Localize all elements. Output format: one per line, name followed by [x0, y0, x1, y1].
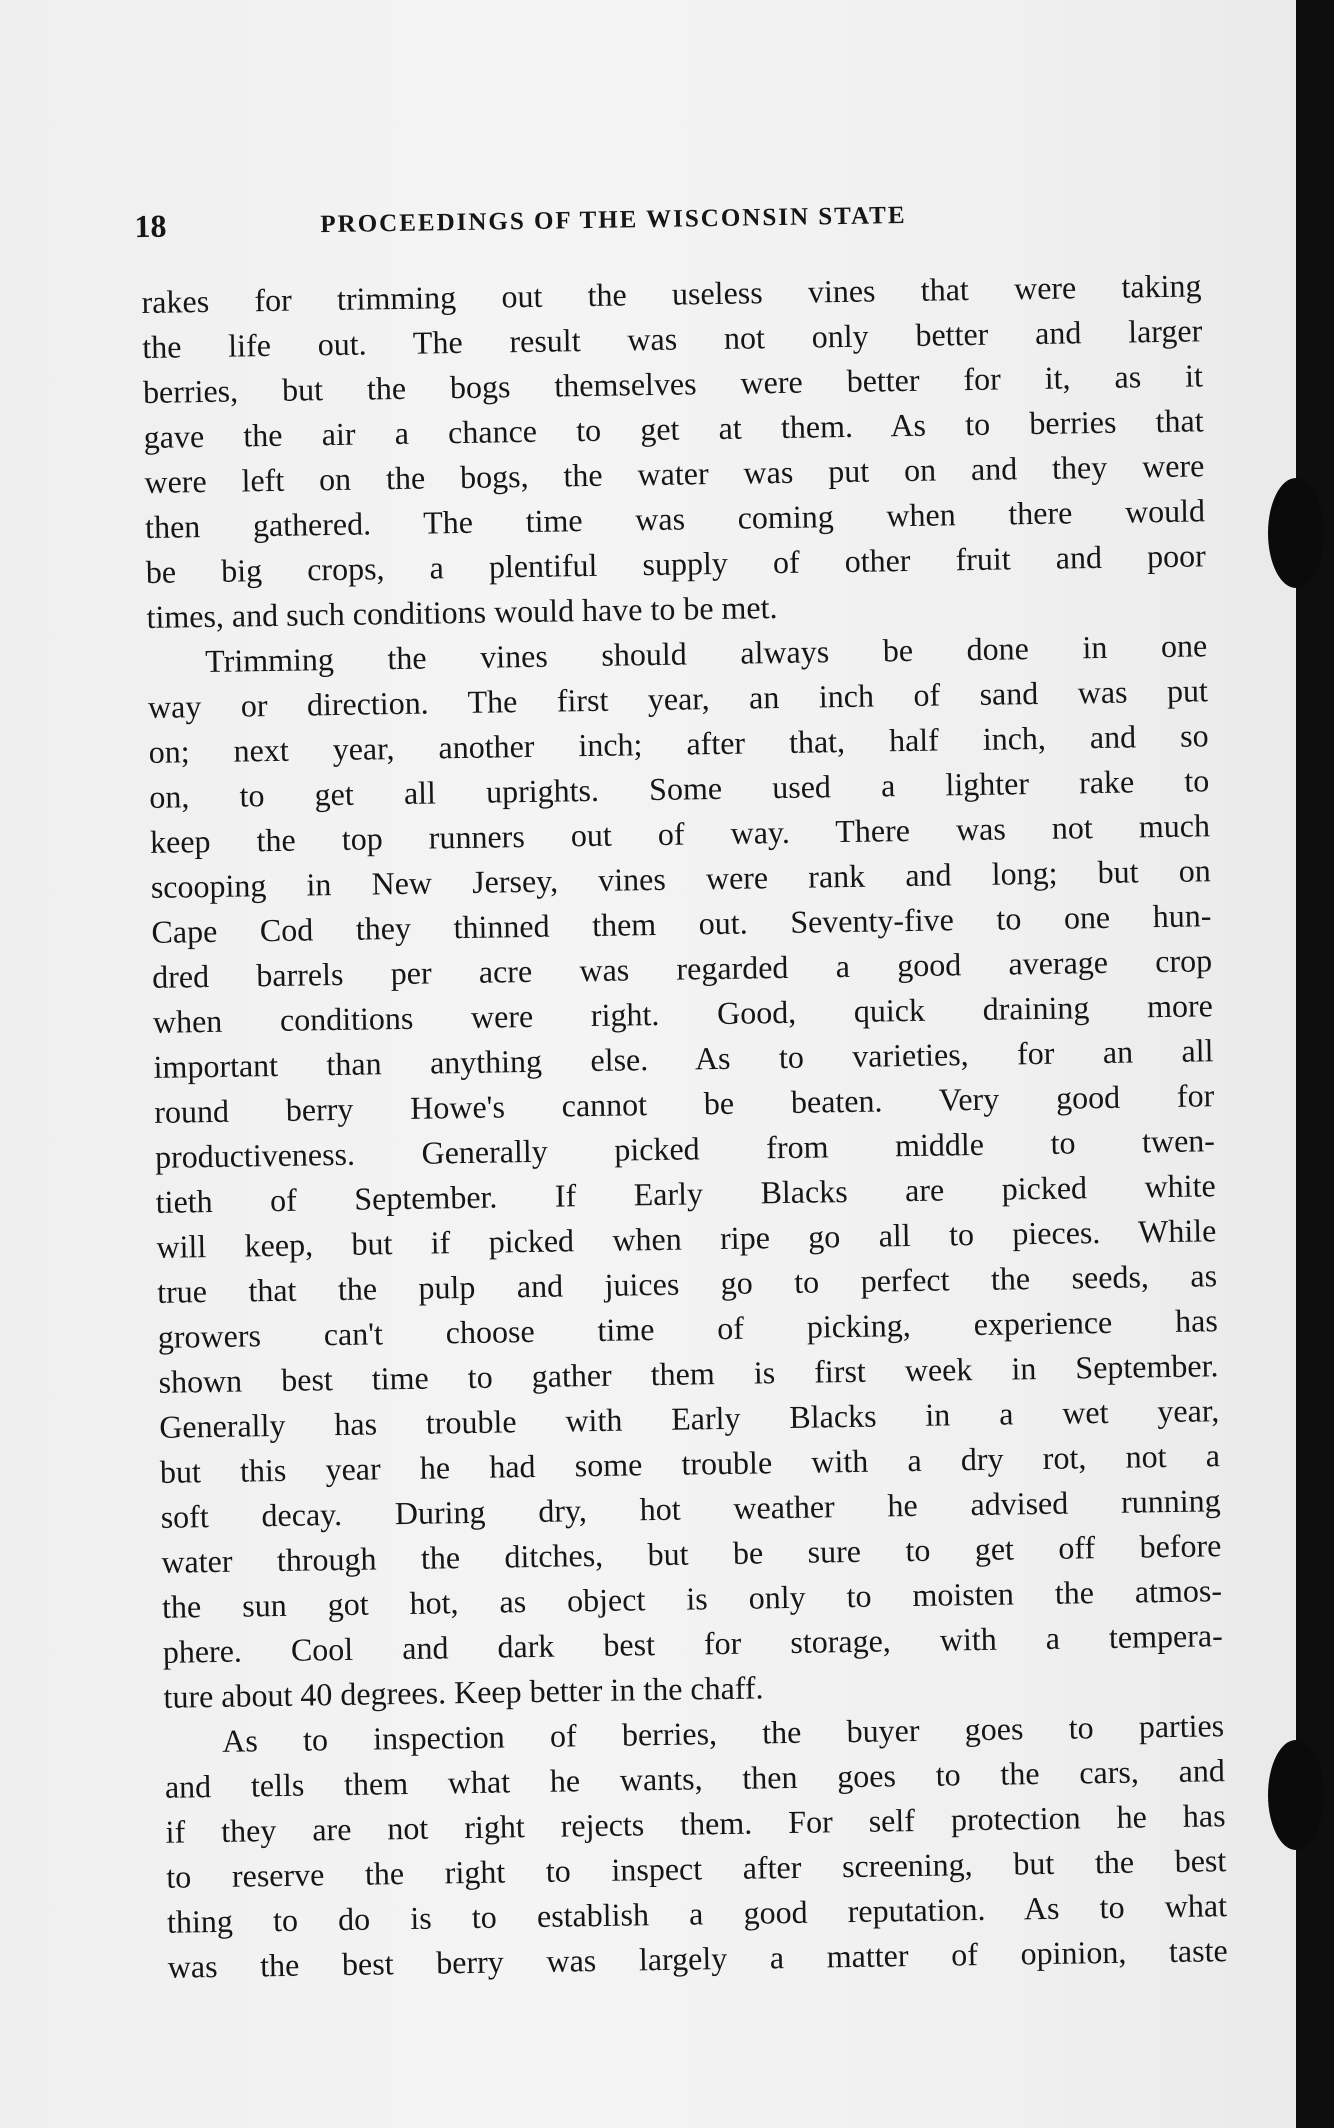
text-line: Generally has trouble with Early Blacks in a wet year, [158, 1392, 1220, 1445]
running-head: PROCEEDINGS OF THE WISCONSIN STATE [320, 201, 907, 239]
text-line: were left on the bogs, the water was put on and they were [144, 447, 1205, 500]
text-line: Trimming the vines should always be done in one [204, 627, 1208, 680]
text-line: shown best time to gather them is first week in September. [158, 1347, 1219, 1400]
text-line: important than anything else. As to varieties, for an all [153, 1032, 1214, 1085]
text-line: true that the pulp and juices go to perfect the seeds, as [156, 1257, 1218, 1310]
text-line: on; next year, another inch; after that, half inch, and so [148, 717, 1209, 770]
binding-hole [1268, 478, 1324, 588]
text-line: and tells them what he wants, then goes to the cars, and [164, 1752, 1226, 1805]
text-line: be big crops, a plentiful supply of other fruit and poor [145, 537, 1206, 590]
text-line: thing to do is to establish a good reputation. As to what [166, 1887, 1228, 1940]
text-line: when conditions were right. Good, quick draining more [152, 987, 1214, 1040]
text-line: if they are not right rejects them. For self protection he has [165, 1797, 1226, 1850]
paragraph [141, 263, 1207, 640]
page-content [134, 183, 1228, 1989]
text-line: but this year he had some trouble with a dry rot, not a [159, 1437, 1221, 1490]
text-line: soft decay. During dry, hot weather he advised running [160, 1482, 1221, 1535]
paragraph [164, 1703, 1228, 1990]
text-line: on, to get all uprights. Some used a lighter rake to [149, 762, 1210, 815]
text-line: keep the top runners out of way. There was not much [149, 807, 1211, 860]
text-line: growers can't choose time of picking, experience has [157, 1302, 1219, 1355]
text-line: was the best berry was largely a matter of opinion, taste [167, 1932, 1228, 1985]
text-line: productiveness. Generally picked from middle to twen- [154, 1122, 1216, 1175]
binding-hole [1268, 1740, 1324, 1850]
text-line: the sun got hot, as object is only to moisten the atmos- [161, 1572, 1223, 1625]
text-line: scooping in New Jersey, vines were rank and long; but on [150, 852, 1211, 905]
text-line: then gathered. The time was coming when there would [144, 492, 1206, 545]
text-line: berries, but the bogs themselves were better for it, as it [142, 357, 1204, 410]
text-line: round berry Howe's cannot be beaten. Very good for [154, 1077, 1215, 1130]
page-header [134, 183, 1201, 260]
text-line: phere. Cool and dark best for storage, with a tempera- [162, 1617, 1223, 1670]
text-line: times, and such conditions would have to be met. [146, 589, 778, 635]
text-line: dred barrels per acre was regarded a good average crop [151, 942, 1213, 995]
page-number: 18 [134, 207, 167, 245]
text-line: will keep, but if picked when ripe go all to pieces. While [156, 1212, 1217, 1265]
text-line: to reserve the right to inspect after screening, but the best [166, 1842, 1227, 1895]
text-line: gave the air a chance to get at them. As to berries that [143, 402, 1204, 455]
text-line: Cape Cod they thinned them out. Seventy-five to one hun- [151, 897, 1212, 950]
paragraph [147, 623, 1224, 1720]
text-line: rakes for trimming out the useless vines that were taking [141, 267, 1202, 320]
text-line: ture about 40 degrees. Keep better in the chaff. [163, 1669, 764, 1715]
text-line: tieth of September. If Early Blacks are picked white [155, 1167, 1216, 1220]
text-line: As to inspection of berries, the buyer goes to parties [221, 1707, 1225, 1759]
text-line: water through the ditches, but be sure to get off before [161, 1527, 1222, 1580]
text-line: the life out. The result was not only better and larger [142, 312, 1203, 365]
text-line: way or direction. The first year, an inch of sand was put [147, 672, 1209, 725]
